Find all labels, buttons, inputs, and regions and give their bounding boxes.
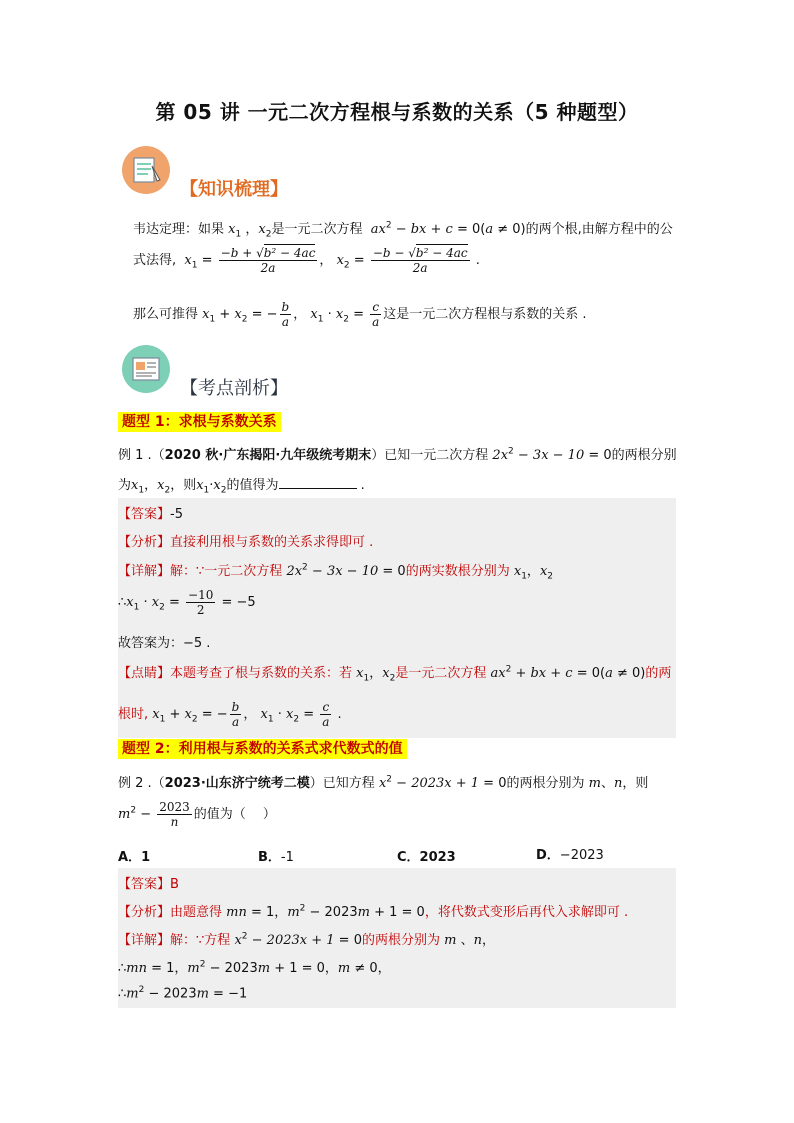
option-b[interactable]: B．-1: [258, 850, 294, 865]
option-c[interactable]: C．2023: [397, 850, 456, 865]
analysis-badge-icon: [122, 345, 170, 393]
analysis1-line: 【分析】直接利用根与系数的关系求得即可 .: [118, 535, 374, 550]
comment1-line2: 根时, $x_1 + x_2$ = − $\frac{b}{a}$ ， $x_1 \cdot x_2$ = $\frac{c}{a}$ .: [118, 700, 342, 729]
answer2-line: 【答案】B: [118, 877, 179, 892]
knowledge-heading: 【知识梳理】: [180, 179, 288, 200]
comment1-line1: 【点睛】本题考查了根与系数的关系：若 $x_1$，$x_2$是一元二次方程 $ax^2$ + bx + c = 0(a ≠ 0)的两: [118, 664, 672, 684]
vieta-line-3: 那么可推得 $x_1 + x_2$ = − $\frac{b}{a}$ ， $x_1 \cdot x_2$ = $\frac{c}{a}$ 这是一元二次方程根与系数的关系 .: [133, 300, 587, 329]
vieta-line-1: 韦达定理：如果 $x_1$ ，$x_2$是一元二次方程 $ax^2$ − bx + c = 0(a ≠ 0)的两个根,由解方程中的公: [133, 220, 673, 240]
detail2-step2: $\therefore m^2 - 2023m = -1$: [118, 985, 248, 1002]
analysis-heading: 【考点剖析】: [180, 378, 288, 399]
answer1-line: 【答案】-5: [118, 507, 183, 522]
example2-line1: 例 2 .（2023·山东济宁统考二模）已知方程 $x^2 - 2023x + 1 = 0$的两根分别为 m、n，则: [118, 774, 649, 791]
example2-line2: $m^2$ − $\frac{2023}{n}$ 的值为（ ）: [118, 800, 276, 829]
example1-line1: 例 1 .（2020 秋·广东揭阳·九年级统考期末）已知一元二次方程 $2x^2 - 3x - 10 = 0$的两根分别: [118, 446, 677, 463]
detail2-line: 【详解】解：∵方程 $x^2 - 2023x + 1 = 0$的两根分别为 m 、n，: [118, 931, 495, 948]
type1-tag: 题型 1：求根与系数关系: [118, 412, 281, 432]
analysis2-line: 【分析】由题意得 mn = 1，$m^2 - 2023m + 1 = 0$，将代数式变形后再代入求解即可 .: [118, 903, 629, 920]
page-title: 第 05 讲 一元二次方程根与系数的关系（5 种题型）: [155, 100, 639, 124]
answer-blank: [279, 476, 357, 489]
conclusion1: 故答案为：−5 .: [118, 636, 211, 651]
detail1-line: 【详解】解：∵一元二次方程 $2x^2 - 3x - 10 = 0$的两实数根分别为 $x_1$，$x_2$: [118, 562, 554, 582]
type2-tag: 题型 2：利用根与系数的关系式求代数式的值: [118, 739, 407, 759]
option-a[interactable]: A．1: [118, 850, 151, 865]
vieta-line-2: 式法得, $x_1$ = $\frac{\text{−b + √b² − 4ac}}{2a}$ ， $x_2$ = $\frac{\text{−b − √b² − 4ac}}{2a}$ .: [133, 246, 480, 275]
detail2-step1: ∴mn = 1，$m^2 - 2023m + 1 = 0$，m ≠ 0，: [118, 959, 391, 976]
option-d[interactable]: D．−2023: [536, 848, 604, 863]
detail1-calc: $\therefore x_1 \cdot x_2$ = $\frac{-10}{2}$ = −5: [118, 588, 256, 617]
knowledge-badge-icon: [122, 146, 170, 194]
example1-line2: 为$x_1$，$x_2$，则$x_1\cdot x_2$的值得为 .: [118, 478, 365, 496]
